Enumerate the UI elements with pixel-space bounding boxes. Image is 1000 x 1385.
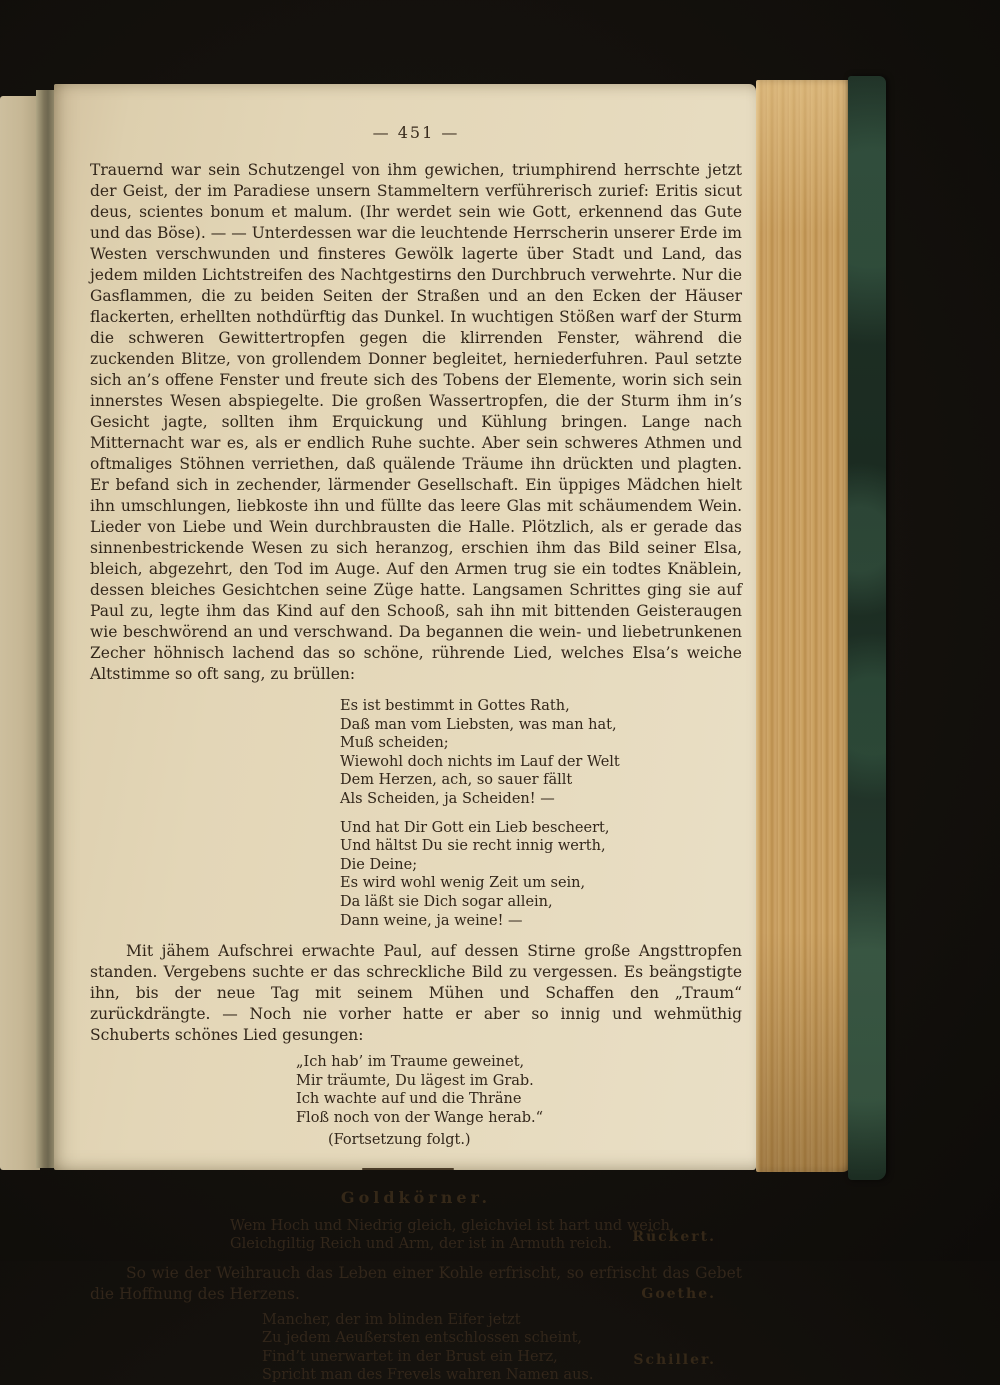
- poem-line: „Ich hab’ im Traume geweinet,: [296, 1054, 525, 1071]
- song-stanza-1: [340, 697, 742, 809]
- page-text-column: [90, 122, 742, 1385]
- poem-line: Wiewohl doch nichts im Lauf der Welt: [340, 753, 620, 770]
- poem-line: Die Deine;: [340, 856, 418, 873]
- story-paragraph-1: Trauernd war sein Schutzengel von ihm gewichen, triumphirend herrschte jetzt der Geist, der im Paradiese unsern Stammeltern verführerisch zurief: Eritis sicut deus, scientes bonum et malum. (Ihr werdet sein wie Gott, erkennend das Gute und das Böse). — — Unterdessen war die leuchtende Herrscherin unserer Erde im Westen verschwunden und finsteres Gewölk lagerte über Stadt und Land, das jedem milden Lichtstreifen des Nachtgestirns den Durchbruch verwehrte. Nur die Gasflammen, die zu beiden Seiten der Straßen und an den Ecken der Häuser flackerten, erhellten nothdürftig das Dunkel. In wuchtigen Stößen warf der Sturm die schweren Gewittertropfen gegen die klirrenden Fenster, während die zuckenden Blitze, von grollendem Donner begleitet, herniederfuhren. Paul setzte sich an’s offene Fenster und freute sich des Tobens der Elemente, worin sich sein innerstes Wesen abspiegelte. Die großen Wassertropfen, die der Sturm ihm in’s Gesicht jagte, sollten ihm Erquickung und Kühlung bringen. Lange nach Mitternacht war es, als er endlich Ruhe suchte. Aber sein schweres Athmen und oftmaliges Stöhnen verriethen, daß quälende Träume ihn drückten und plagten. Er befand sich in zechender, lärmender Gesellschaft. Ein üppiges Mädchen hielt ihn umschlungen, liebkoste ihn und füllte das leere Glas mit schäumendem Wein. Lieder von Liebe und Wein durchbrausten die Halle. Plötzlich, als er gerade das sinnenbestrickende Wesen zu sich heranzog, erschien ihm das Bild seiner Elsa, bleich, abgezehrt, den Tod im Auge. Auf den Armen trug sie ein todtes Knäblein, dessen bleiches Gesichtchen seine Züge hatte. Langsamen Schrittes ging sie auf Paul zu, legte ihm das Kind auf den Schooß, sah ihn mit bittenden Geisteraugen wie beschwörend an und verschwand. Da begannen die wein- und liebetrunkenen Zecher höhnisch lachend das so schöne, rührende Lied, welches Elsa’s weiche Altstimme so oft sang, zu brüllen:: [90, 161, 742, 683]
- left-page-edge: [0, 96, 40, 1170]
- goethe-attribution: Goethe.: [641, 1285, 716, 1302]
- poem-line: Ich wachte auf und die Thräne: [296, 1091, 522, 1108]
- schiller-quote-block: [90, 1311, 742, 1385]
- song-stanza-2: [340, 819, 742, 931]
- poem-line: Find’t unerwartet in der Brust ein Herz,: [262, 1348, 558, 1365]
- poem-line: Als Scheiden, ja Scheiden! —: [340, 790, 555, 807]
- poem-line: Es wird wohl wenig Zeit um sein,: [340, 875, 586, 892]
- book-cover-edge: [848, 76, 886, 1180]
- poem-line: Floß noch von der Wange herab.“: [296, 1109, 544, 1126]
- poem-line: Dann weine, ja weine! —: [340, 912, 523, 929]
- poem-line: Und hältst Du sie recht innig werth,: [340, 838, 606, 855]
- section-title-goldkoerner: Goldkörner.: [340, 1187, 492, 1207]
- schubert-song-quote: [296, 1053, 742, 1127]
- page-fore-edge: [756, 80, 852, 1172]
- poem-line: Gleichgiltig Reich und Arm, der ist in Armuth reich.: [230, 1236, 612, 1253]
- poem-line: Es ist bestimmt in Gottes Rath,: [340, 698, 570, 714]
- schiller-attribution: Schiller.: [633, 1351, 716, 1368]
- poem-line: Wem Hoch und Niedrig gleich, gleichviel ist hart und weich,: [230, 1217, 675, 1234]
- continuation-note: (Fortsetzung folgt.): [328, 1131, 471, 1148]
- goethe-aphorism: So wie der Weihrauch das Leben einer Kohle erfrischt, so erfrischt das Gebet die Hoffnung des Herzens.: [90, 1263, 742, 1303]
- poem-line: Daß man vom Liebsten, was man hat,: [340, 716, 617, 733]
- poem-line: Muß scheiden;: [340, 735, 449, 752]
- section-divider: [362, 1168, 454, 1170]
- poem-line: Da läßt sie Dich sogar allein,: [340, 893, 553, 910]
- rueckert-attribution: Rückert.: [632, 1228, 716, 1245]
- poem-line: Dem Herzen, ach, so sauer fällt: [340, 772, 573, 789]
- goethe-quote-block: [90, 1263, 742, 1305]
- poem-line: Spricht man des Frevels wahren Namen aus.: [262, 1367, 594, 1384]
- poem-line: Mancher, der im blinden Eifer jetzt: [262, 1311, 521, 1328]
- rueckert-quote-block: [90, 1217, 742, 1254]
- schiller-quatrain: [262, 1311, 742, 1385]
- poem-line: Mir träumte, Du lägest im Grab.: [296, 1072, 534, 1089]
- poem-line: Zu jedem Aeußersten entschlossen scheint,: [262, 1330, 583, 1347]
- poem-line: Und hat Dir Gott ein Lieb bescheert,: [340, 819, 610, 836]
- page-number: — 451 —: [372, 123, 460, 142]
- book-gutter: [36, 90, 56, 1168]
- story-paragraph-2: Mit jähem Aufschrei erwachte Paul, auf dessen Stirne große Angsttropfen standen. Vergebens suchte er das schreckliche Bild zu vergessen. Es beängstigte ihn, bis der neue Tag mit seinem Mühen und Schaffen den „Traum“ zurückdrängte. — Noch nie vorher hatte er aber so innig und wehmüthig Schuberts schönes Lied gesungen:: [90, 942, 742, 1045]
